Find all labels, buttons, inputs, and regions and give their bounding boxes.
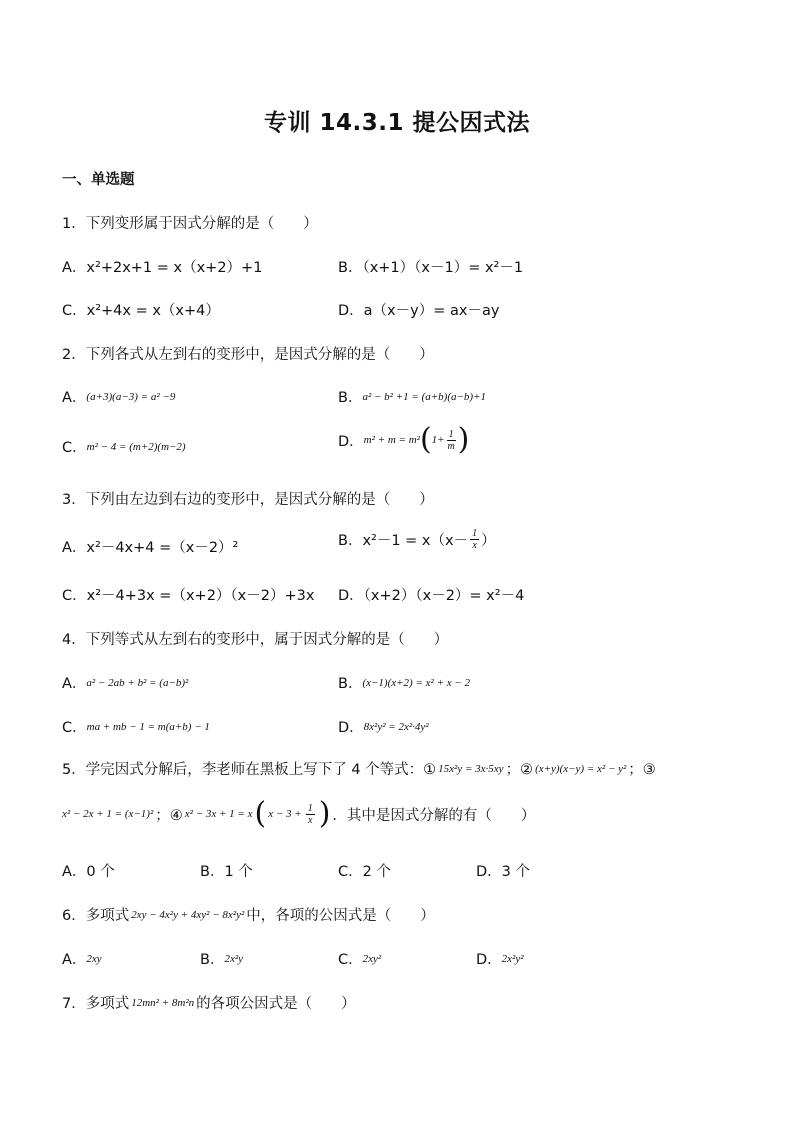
option-expression: (x−1)(x+2) = x² + x − 2 <box>362 676 471 689</box>
separator: ；③ <box>628 762 656 778</box>
question-6-option-b[interactable] <box>200 948 243 969</box>
option-label: B． <box>338 676 363 692</box>
fraction-denominator: x <box>307 814 313 826</box>
question-2-option-c[interactable] <box>62 436 186 457</box>
option-label: C． <box>338 952 363 968</box>
right-paren: ) <box>318 796 331 831</box>
question-3-option-b[interactable] <box>338 528 496 551</box>
option-expression: 2xy² <box>362 952 382 965</box>
option-label: D． <box>338 433 364 450</box>
question-3-stem: 3．下列由左边到右边的变形中，是因式分解的是（ ） <box>62 492 434 508</box>
option-label: B． <box>338 390 363 406</box>
option-label: C． <box>62 720 87 736</box>
option-label: C． <box>62 440 87 456</box>
stem-text: 的各项公因式是（ ） <box>196 996 356 1012</box>
option-expression: 2x²y² <box>501 952 524 965</box>
option-expression-one: 1+ <box>431 434 445 446</box>
question-1-stem: 1．下列变形属于因式分解的是（ ） <box>62 216 318 232</box>
question-5-option-b[interactable]: B．1 个 <box>200 864 253 880</box>
fraction-denominator: x <box>472 540 477 551</box>
option-text-left: B．x²－1 = x（x－ <box>338 533 469 549</box>
fraction-numerator: 1 <box>307 802 313 814</box>
stem-text: 中，各项的公因式是（ ） <box>246 908 435 924</box>
option-expression: a² − b² +1 = (a+b)(a−b)+1 <box>362 390 486 403</box>
equation-1: 15x²y = 3x·5xy <box>438 762 504 775</box>
left-paren: ( <box>419 422 432 457</box>
fraction-numerator: 1 <box>448 428 454 440</box>
option-expression: 2x²y <box>224 952 244 965</box>
question-1-option-b[interactable]: B．（x+1）（x－1）= x²－1 <box>338 260 524 276</box>
question-6-option-a[interactable] <box>62 948 102 969</box>
question-1-option-c[interactable]: C．x²+4x = x（x+4） <box>62 303 220 319</box>
option-text-right: ） <box>481 533 496 549</box>
stem-text: 5．学完因式分解后，李老师在黑板上写下了 4 个等式：① <box>62 762 437 778</box>
question-4-option-d[interactable] <box>338 716 429 737</box>
option-expression: 8x²y² = 2x²·4y² <box>363 720 429 733</box>
question-6-stem <box>62 904 435 925</box>
equation-4-left: x² − 3x + 1 = x <box>184 808 253 820</box>
fraction <box>470 528 479 551</box>
stem-expression: 12mn² + 8m²n <box>131 996 195 1009</box>
question-2-stem: 2．下列各式从左到右的变形中，是因式分解的是（ ） <box>62 347 434 363</box>
page-title: 专训 14.3.1 提公因式法 <box>263 110 530 136</box>
equation-3: x² − 2x + 1 = (x−1)² <box>62 808 154 820</box>
option-expression: (a+3)(a−3) = a² −9 <box>86 390 176 403</box>
stem-text: 7．多项式 <box>62 996 130 1012</box>
separator: ；④ <box>155 807 183 824</box>
question-3-option-a[interactable]: A．x²－4x+4 =（x－2）² <box>62 540 239 556</box>
question-5-option-a[interactable]: A．0 个 <box>62 864 115 880</box>
fraction <box>306 803 315 826</box>
question-4-stem: 4．下列等式从左到右的变形中，属于因式分解的是（ ） <box>62 632 449 648</box>
question-3-option-c[interactable]: C．x²－4+3x =（x+2）（x－2）+3x <box>62 588 315 604</box>
question-2-option-a[interactable] <box>62 386 175 407</box>
option-label: D． <box>338 720 364 736</box>
option-label: A． <box>62 952 87 968</box>
equation-2: (x+y)(x−y) = x² − y² <box>535 762 627 775</box>
question-4-option-b[interactable] <box>338 672 470 693</box>
question-2-option-d[interactable] <box>338 422 470 457</box>
option-expression: ma + mb − 1 = m(a+b) − 1 <box>86 720 210 733</box>
option-label: A． <box>62 676 87 692</box>
question-5-option-c[interactable]: C．2 个 <box>338 864 391 880</box>
stem-tail: ．其中是因式分解的有（ ） <box>332 807 536 824</box>
section-heading: 一、单选题 <box>62 172 135 188</box>
stem-text: 6．多项式 <box>62 908 130 924</box>
question-5-stem-line-2 <box>62 796 536 831</box>
option-label: D． <box>476 952 502 968</box>
left-paren: ( <box>254 796 267 831</box>
fraction-denominator: m <box>447 440 455 452</box>
separator: ；② <box>505 762 534 778</box>
right-paren: ) <box>457 422 470 457</box>
question-3-option-d[interactable]: D．（x+2）（x－2）= x²－4 <box>338 588 525 604</box>
option-expression: 2xy <box>86 952 102 965</box>
question-1-option-a[interactable]: A．x²+2x+1 = x（x+2）+1 <box>62 260 263 276</box>
stem-expression: 2xy − 4x²y + 4xy² − 8x²y² <box>131 908 245 921</box>
question-6-option-d[interactable] <box>476 948 524 969</box>
equation-4-middle: x − 3 + <box>268 808 302 820</box>
question-4-option-c[interactable] <box>62 716 210 737</box>
option-expression: m² + m = m² <box>363 434 420 446</box>
question-6-option-c[interactable] <box>338 948 381 969</box>
question-4-option-a[interactable] <box>62 672 188 693</box>
question-7-stem <box>62 992 356 1013</box>
fraction <box>447 429 456 452</box>
option-label: A． <box>62 390 87 406</box>
option-label: B． <box>200 952 225 968</box>
question-5-option-d[interactable]: D．3 个 <box>476 864 530 880</box>
fraction-numerator: 1 <box>472 528 478 539</box>
question-1-option-d[interactable]: D．a（x－y）= ax－ay <box>338 303 500 319</box>
option-expression: m² − 4 = (m+2)(m−2) <box>86 440 186 453</box>
question-2-option-b[interactable] <box>338 386 486 407</box>
question-5-stem-line-1 <box>62 758 656 779</box>
option-expression: a² − 2ab + b² = (a−b)² <box>86 676 189 689</box>
